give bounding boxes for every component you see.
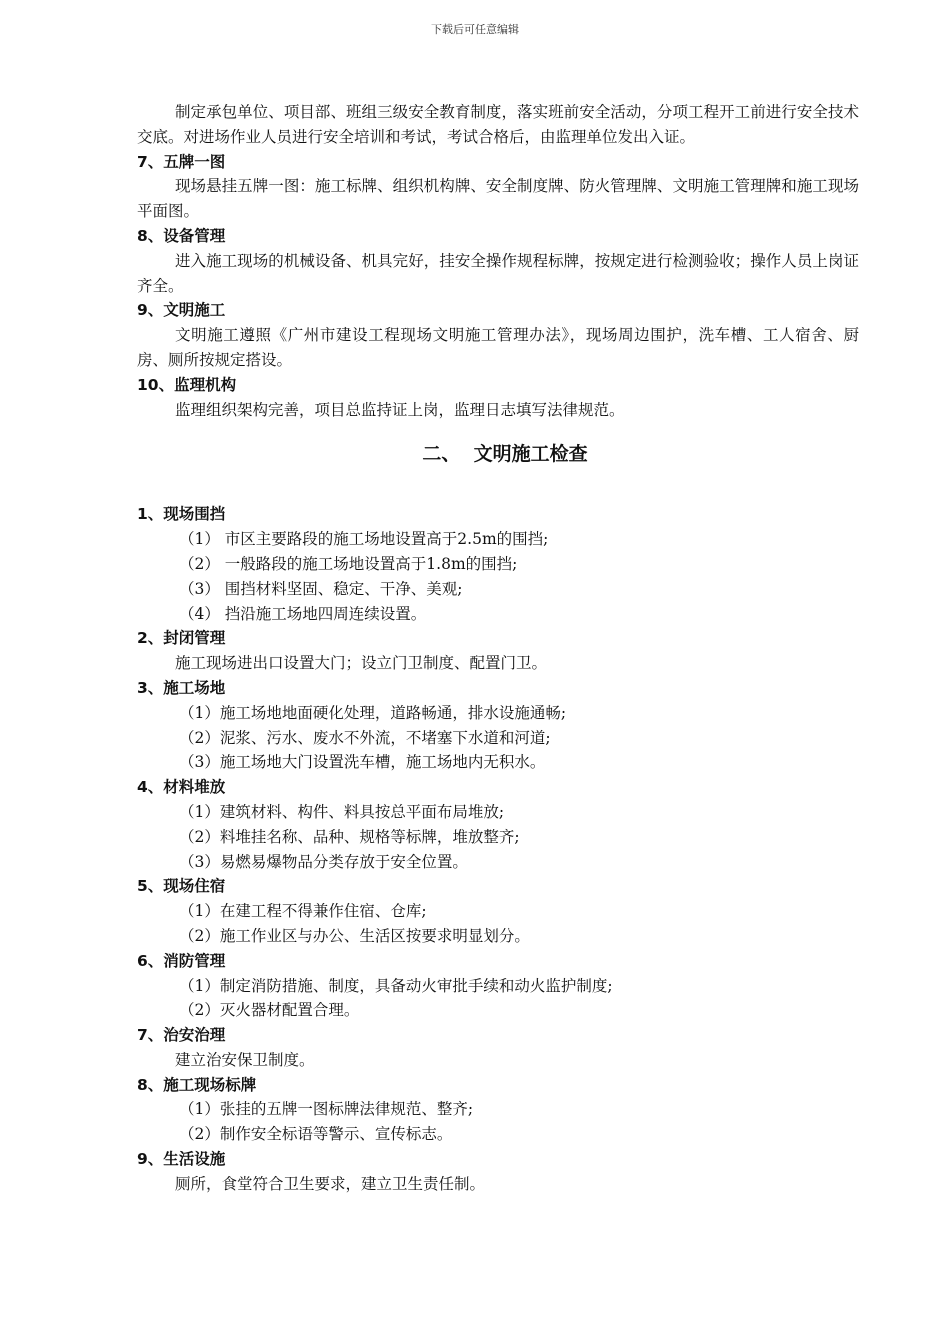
list-item: （2）灭火器材配置合理。 [179,1001,360,1020]
heading-equipment: 8、设备管理 [137,226,226,245]
heading-supervision: 10、监理机构 [137,375,237,394]
document-body [137,100,859,1197]
para-supervision: 监理组织架构完善，项目总监持证上岗，监理日志填写法律规范。 [175,400,625,419]
para-civilized-construction: 文明施工遵照《广州市建设工程现场文明施工管理办法》，现场周边围护，洗车槽、工人宿舍、厨房、厕所按规定搭设。 [137,326,859,369]
list-item: （2） 一般路段的施工场地设置高于1.8m的围挡; [179,554,518,573]
list-item: （2）制作安全标语等警示、宣传标志。 [179,1125,453,1144]
section-title: 二、 文明施工检查 [422,443,588,466]
heading-security: 7、治安治理 [137,1026,226,1045]
para-living-facilities: 厕所，食堂符合卫生要求，建立卫生责任制。 [175,1174,486,1193]
heading-five-boards: 7、五牌一图 [137,152,226,171]
heading-fire-management: 6、消防管理 [137,951,226,970]
list-item: （1） 市区主要路段的施工场地设置高于2.5m的围挡; [179,530,549,549]
heading-civilized-construction: 9、文明施工 [137,301,226,320]
list-item: （2）施工作业区与办公、生活区按要求明显划分。 [179,926,530,945]
para-security: 建立治安保卫制度。 [175,1050,315,1069]
heading-closed-management: 2、封闭管理 [137,629,226,648]
heading-site-accommodation: 5、现场住宿 [137,877,226,896]
intro-paragraph: 制定承包单位、项目部、班组三级安全教育制度，落实班前安全活动，分项工程开工前进行安全技术交底。对进场作业人员进行安全培训和考试，考试合格后，由监理单位发出入证。 [137,103,859,146]
heading-site-fence: 1、现场围挡 [137,505,226,524]
list-item: （4） 挡沿施工场地四周连续设置。 [179,604,427,623]
heading-living-facilities: 9、生活设施 [137,1150,226,1169]
list-item: （1）施工场地地面硬化处理，道路畅通，排水设施通畅; [179,703,567,722]
list-item: （3）易燃易爆物品分类存放于安全位置。 [179,852,468,871]
list-item: （2）料堆挂名称、品种、规格等标牌，堆放整齐; [179,827,520,846]
heading-site-signage: 8、施工现场标牌 [137,1075,257,1094]
para-five-boards: 现场悬挂五牌一图：施工标牌、组织机构牌、安全制度牌、防火管理牌、文明施工管理牌和施工现场平面图。 [137,177,859,221]
page-header: 下载后可任意编辑 [431,23,519,36]
list-item: （1）张挂的五牌一图标牌法律规范、整齐; [179,1100,474,1119]
list-item: （1）在建工程不得兼作住宿、仓库; [179,902,427,921]
list-item: （1）建筑材料、构件、料具按总平面布局堆放; [179,802,505,821]
para-equipment: 进入施工现场的机械设备、机具完好，挂安全操作规程标牌，按规定进行检测验收；操作人员上岗证齐全。 [137,251,859,295]
list-item: （3）施工场地大门设置洗车槽，施工场地内无积水。 [179,753,546,772]
list-item: （2）泥浆、污水、废水不外流，不堵塞下水道和河道; [179,728,551,747]
list-item: （1）制定消防措施、制度，具备动火审批手续和动火监护制度; [179,976,613,995]
heading-construction-site: 3、施工场地 [137,678,226,697]
para-closed-management: 施工现场进出口设置大门；设立门卫制度、配置门卫。 [175,654,548,673]
heading-material-stacking: 4、材料堆放 [137,778,226,797]
list-item: （3） 围挡材料坚固、稳定、干净、美观; [179,579,463,598]
